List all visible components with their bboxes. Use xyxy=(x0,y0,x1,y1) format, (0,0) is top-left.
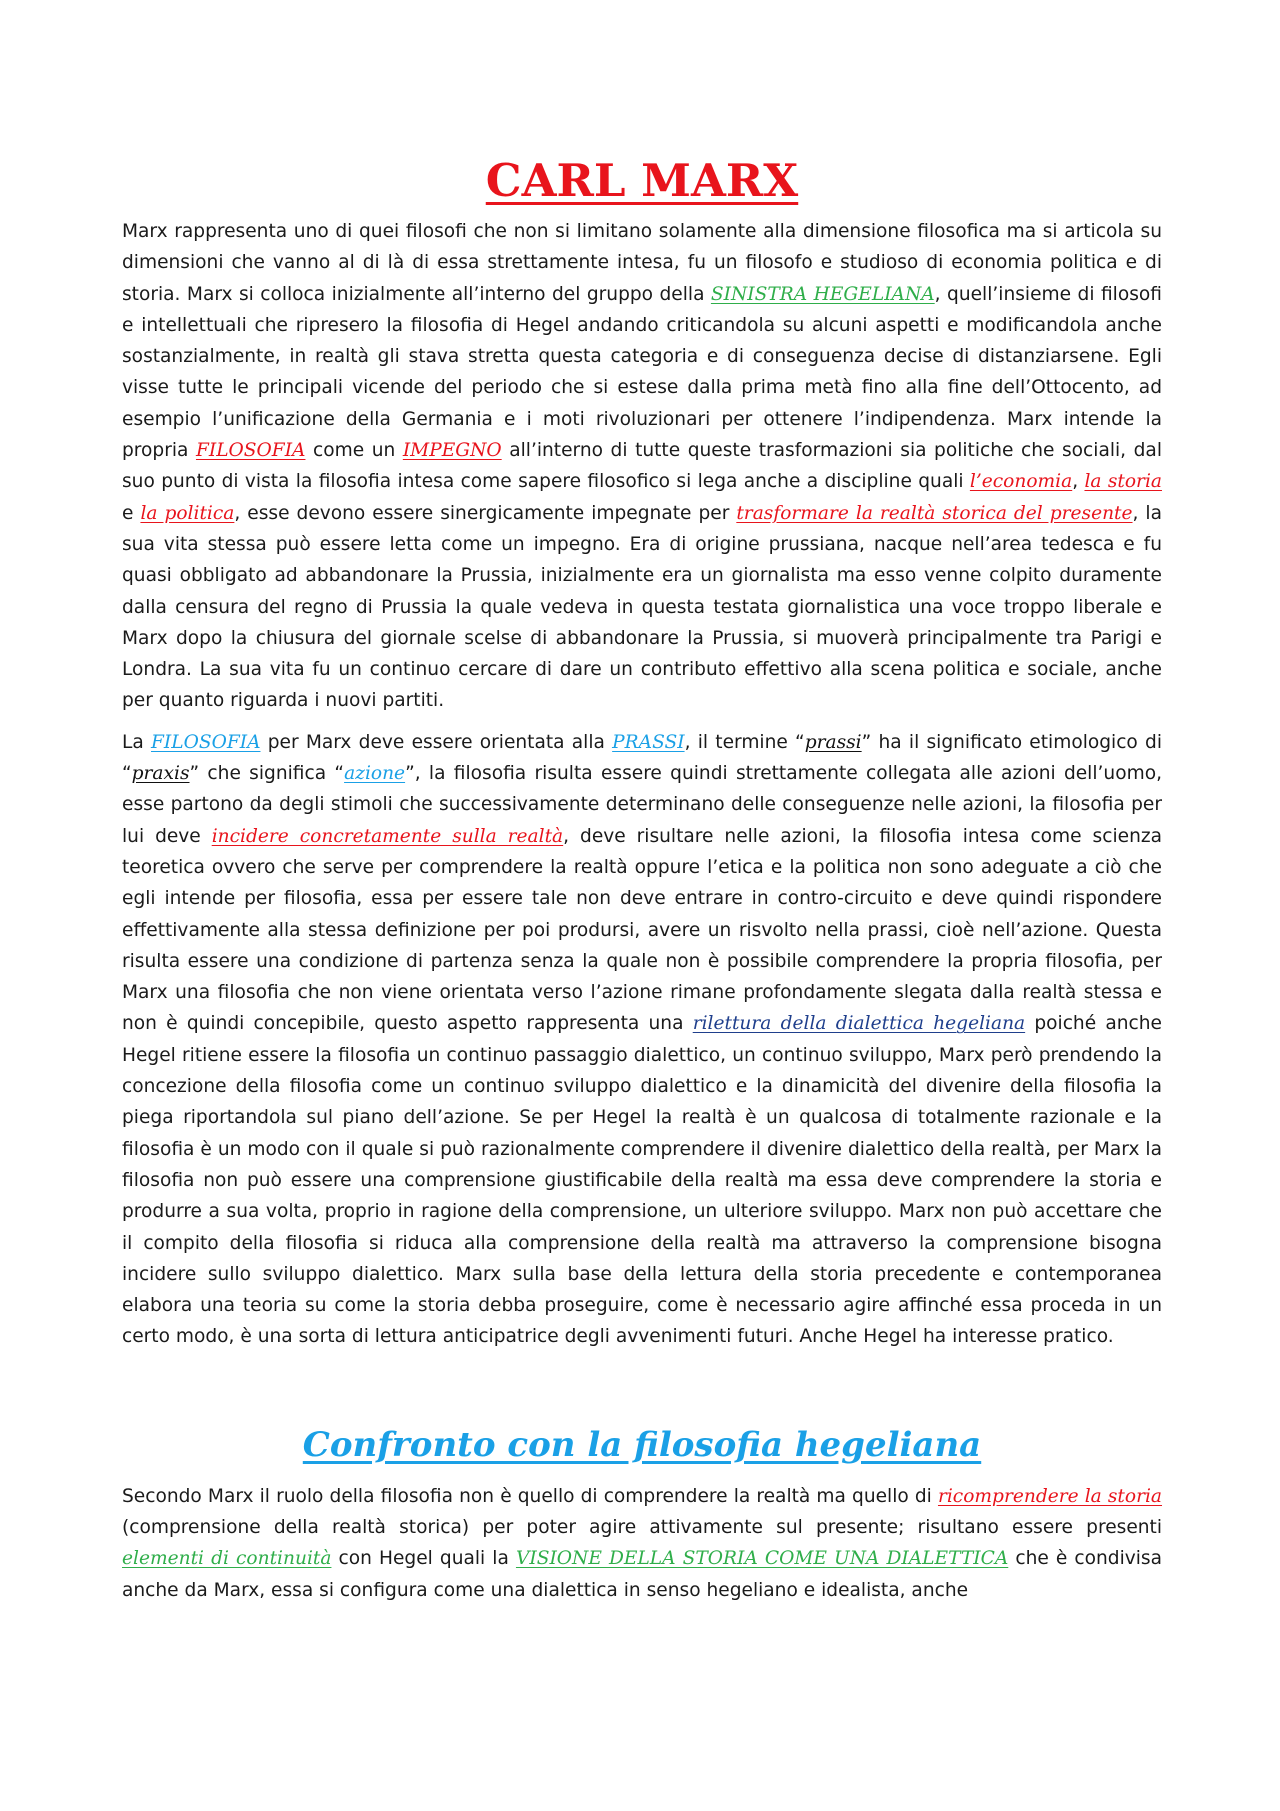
highlight-visione-storia: VISIONE DELLA STORIA COME UNA DIALETTICA xyxy=(515,1548,1009,1570)
highlight-prassi: PRASSI xyxy=(612,731,685,753)
highlight-azione: azione xyxy=(344,763,406,785)
highlight-sinistra-hegeliana: SINISTRA HEGELIANA xyxy=(710,283,935,305)
highlight-filosofia: FILOSOFIA xyxy=(195,440,306,462)
text-run: che è condivisa anche da Marx, essa si configura come una dialettica in senso hegeliano e idealista, anche xyxy=(122,1548,1162,1601)
text-run: , quell’insieme di filosofi e intellettuali che ripresero la filosofia di Hegel andando criticandola su alcuni aspetti e modificandola anche sostanzialmente, in realtà gli stava stretta questa categoria e di conseguenza decise di distanziarsene. Egli visse tutte le principali vicende del periodo che si estese dalla prima metà fino alla fine dell’Ottocento, ad esempio l’unificazione della Germania e i moti rivoluzionari per ottenere l’indipendenza. Marx intende la propria xyxy=(122,283,1162,462)
highlight-storia: la storia xyxy=(1084,471,1162,493)
text-run: Marx rappresenta uno di quei filosofi che non si limitano solamente alla dimensione filosofica ma si articola su dimensioni che vanno al di là di essa strettamente intesa, fu un filosofo e studioso di economia politica e di storia. Marx si colloca inizialmente all’interno del gruppo della xyxy=(122,221,1162,305)
text-run: Secondo Marx il ruolo della filosofia non è quello di comprendere la realtà ma quello di xyxy=(122,1485,938,1507)
paragraph-prassi xyxy=(122,727,1162,1353)
text-run: ”, la filosofia risulta essere quindi strettamente collegata alle azioni dell’uomo, esse partono da degli stimoli che successivamente determinano delle conseguenze nelle azioni, la filosofia per lui deve xyxy=(122,763,1162,847)
text-run: ” che significa “ xyxy=(189,763,345,785)
text-run: e xyxy=(122,502,141,524)
text-run: La xyxy=(122,731,151,753)
text-run: , deve risultare nelle azioni, la filosofia intesa come scienza teoretica ovvero che serve per comprendere la realtà oppure l’etica e la politica non sono adeguate a ciò che egli intende per filosofia, essa per essere tale non deve entrare in contro-circuito e deve quindi rispondere effettivamente alla stessa definizione per poi prodursi, avere un risvolto nella prassi, cioè nell’azione. Questa risulta essere una condizione di partenza senza la quale non è possibile comprendere la propria filosofia, per Marx una filosofia che non viene orientata verso l’azione rimane profondamente slegata dalla realtà stessa e non è quindi concepibile, questo aspetto rappresenta una xyxy=(122,825,1163,1035)
section-heading: Confronto con la filosofia hegeliana xyxy=(302,1424,982,1465)
text-run: poiché anche Hegel ritiene essere la filosofia un continuo passaggio dialettico, un continuo sviluppo, Marx però prendendo la concezione della filosofia come un continuo sviluppo dialettico e la dinamicità del divenire della filosofia la piega riportandola sul piano dell’azione. Se per Hegel la realtà è un qualcosa di totalmente razionale e la filosofia è un modo con il quale si può razionalmente comprendere il divenire dialettico della realtà, per Marx la filosofia non può essere una comprensione giustificabile della realtà ma essa deve comprendere la storia e produrre a sua volta, proprio in ragione della comprensione, un ulteriore sviluppo. Marx non può accettare che il compito della filosofia si riduca alla comprensione della realtà ma attraverso la comprensione bisogna incidere sullo sviluppo dialettico. Marx sulla base della lettura della storia precedente e contemporanea elabora una teoria su come la storia debba proseguire, come è necessario agire affinché essa proceda in un certo modo, è una sorta di lettura anticipatrice degli avvenimenti futuri. Anche Hegel ha interesse pratico. xyxy=(122,1013,1162,1348)
highlight-filosofia: FILOSOFIA xyxy=(151,731,261,753)
highlight-incidere-realta: incidere concretamente sulla realtà xyxy=(211,825,564,847)
text-run: all’interno di tutte queste trasformazioni sia politiche che sociali, dal suo punto di vista la filosofia intesa come sapere filosofico si lega anche a discipline quali xyxy=(122,440,1162,493)
text-run: come un xyxy=(305,440,403,462)
text-run: ” ha il significato etimologico di “ xyxy=(122,731,1163,785)
paragraph-confronto xyxy=(122,1481,1162,1606)
text-run: , xyxy=(1072,471,1085,493)
text-run: con Hegel quali la xyxy=(331,1548,516,1570)
highlight-elementi-continuita: elementi di continuità xyxy=(122,1548,332,1570)
text-run: (comprensione della realtà storica) per poter agire attivamente sul presente; risultano essere presenti xyxy=(122,1516,1162,1538)
highlight-politica: la politica xyxy=(140,502,235,524)
highlight-trasformare-realta: trasformare la realtà storica del presente xyxy=(736,502,1133,524)
highlight-economia: l’economia xyxy=(969,471,1073,493)
highlight-impegno: IMPEGNO xyxy=(402,440,502,462)
document-content xyxy=(122,150,1162,1616)
text-run: , la sua vita stessa può essere letta come un impegno. Era di origine prussiana, nacque nell’area tedesca e fu quasi obbligato ad abbandonare la Prussia, inizialmente era un giornalista ma esso venne colpito duramente dalla censura del regno di Prussia la quale vedeva in questa testata giornalistica una voce troppo liberale e Marx dopo la chiusura del giornale scelse di abbandonare la Prussia, si muoverà principalmente tra Parigi e Londra. La sua vita fu un continuo cercare di dare un contributo effettivo alla scena politica e sociale, anche per quanto riguarda i nuovi partiti. xyxy=(122,502,1162,712)
highlight-rilettura-dialettica: rilettura della dialettica hegeliana xyxy=(692,1013,1026,1035)
highlight-prassi-term: prassi xyxy=(804,731,862,753)
highlight-praxis: praxis xyxy=(131,763,190,785)
text-run: per Marx deve essere orientata alla xyxy=(260,731,613,753)
page-title: CARL MARX xyxy=(485,154,799,207)
highlight-ricomprendere-storia: ricomprendere la storia xyxy=(937,1485,1163,1507)
text-run: , il termine “ xyxy=(684,731,805,753)
paragraph-intro xyxy=(122,216,1162,717)
text-run: , esse devono essere sinergicamente impegnate per xyxy=(234,502,737,524)
